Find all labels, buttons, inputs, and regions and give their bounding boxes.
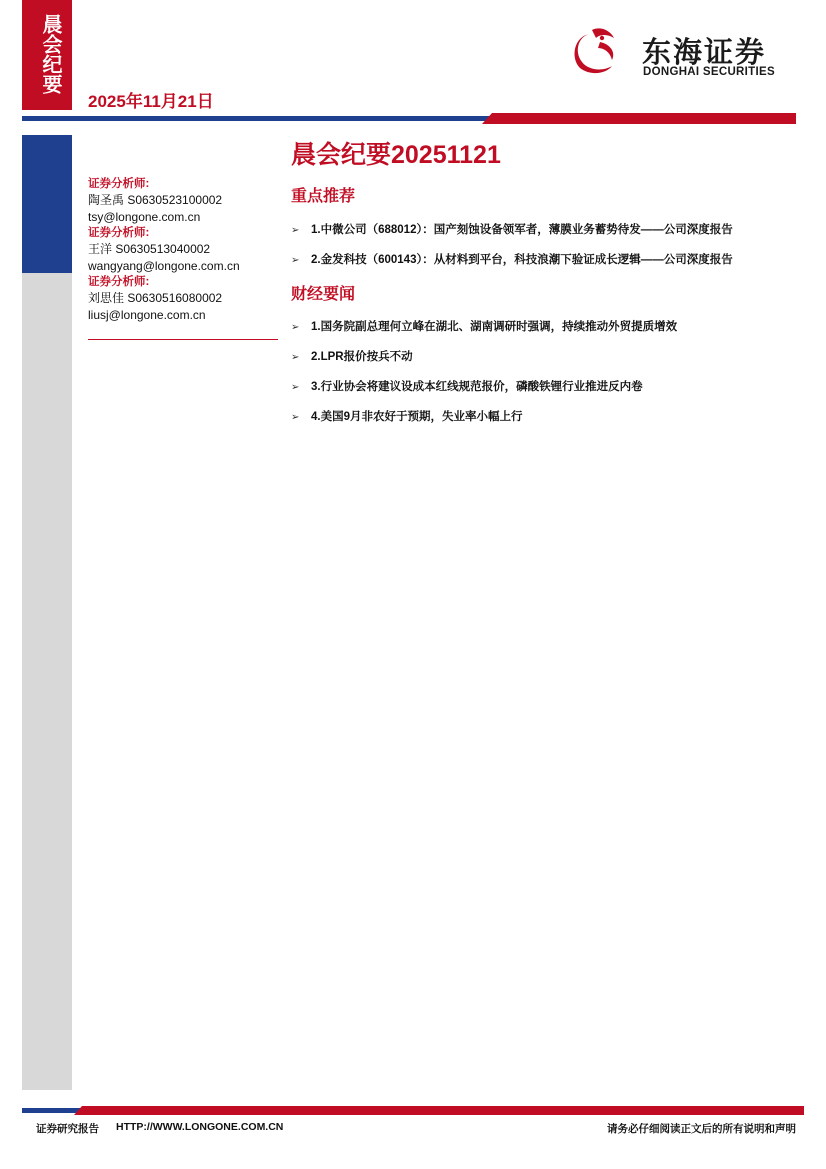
analyst-entry [88,225,288,274]
footer-report-type: 证券研究报告 [36,1123,99,1135]
item-text: 4.美国9月非农好于预期，失业率小幅上行 [311,411,523,423]
analyst-name-id: 刘思佳 S0630516080002 [88,291,223,305]
logo-english-name: DONGHAI SECURITIES [643,66,775,78]
analyst-name-id: 陶圣禹 S0630523100002 [88,193,223,207]
analyst-email[interactable]: wangyang@longone.com.cn [88,258,240,273]
side-column [22,135,72,1090]
analyst-divider [88,339,278,340]
footer-url-link[interactable]: HTTP://WWW.LONGONE.COM.CN [116,1121,284,1133]
section-heading-finance-news: 财经要闻 [291,286,356,303]
list-item[interactable] [291,221,733,237]
arrow-bullet-icon: ➢ [291,255,300,266]
side-column-accent [22,135,72,273]
arrow-bullet-icon: ➢ [291,225,300,236]
analyst-list [88,176,288,323]
footer-disclaimer: 请务必仔细阅读正文后的所有说明和声明 [607,1123,796,1135]
arrow-bullet-icon: ➢ [291,412,300,423]
analyst-heading: 证券分析师: [88,227,150,239]
analyst-email[interactable]: liusj@longone.com.cn [88,307,206,322]
item-text: 2.金发科技（600143）：从材料到平台，科技浪潮下验证成长逻辑——公司深度报告 [311,254,733,266]
arrow-bullet-icon: ➢ [291,352,300,363]
footer-divider [22,1106,804,1115]
list-item[interactable] [291,408,523,424]
section-heading-key-picks: 重点推荐 [291,188,356,205]
arrow-bullet-icon: ➢ [291,322,300,333]
item-text: 1.中微公司（688012）：国产刻蚀设备领军者，薄膜业务蓄势待发——公司深度报告 [311,224,733,236]
analyst-heading: 证券分析师: [88,276,150,288]
analyst-email[interactable]: tsy@longone.com.cn [88,209,201,224]
list-item[interactable] [291,318,677,334]
arrow-bullet-icon: ➢ [291,382,300,393]
analyst-name-id: 王洋 S0630513040002 [88,242,211,256]
report-date: 2025年11月21日 [88,92,214,111]
list-item[interactable] [291,348,413,364]
header-divider [22,113,796,124]
item-text: 1.国务院副总理何立峰在湖北、湖南调研时强调，持续推动外贸提质增效 [311,321,678,333]
side-tab-label: 晨会纪要 [39,14,61,94]
page-title: 晨会纪要20251121 [291,141,501,169]
item-text: 3.行业协会将建议设成本红线规范报价，磷酸铁锂行业推进反内卷 [311,381,643,393]
analyst-entry [88,176,288,225]
list-item[interactable] [291,251,733,267]
logo-chinese-name: 东海证券 [642,35,767,69]
analyst-heading: 证券分析师: [88,178,150,190]
list-item[interactable] [291,378,643,394]
analyst-entry [88,274,288,323]
item-text: 2.LPR报价按兵不动 [311,351,413,363]
